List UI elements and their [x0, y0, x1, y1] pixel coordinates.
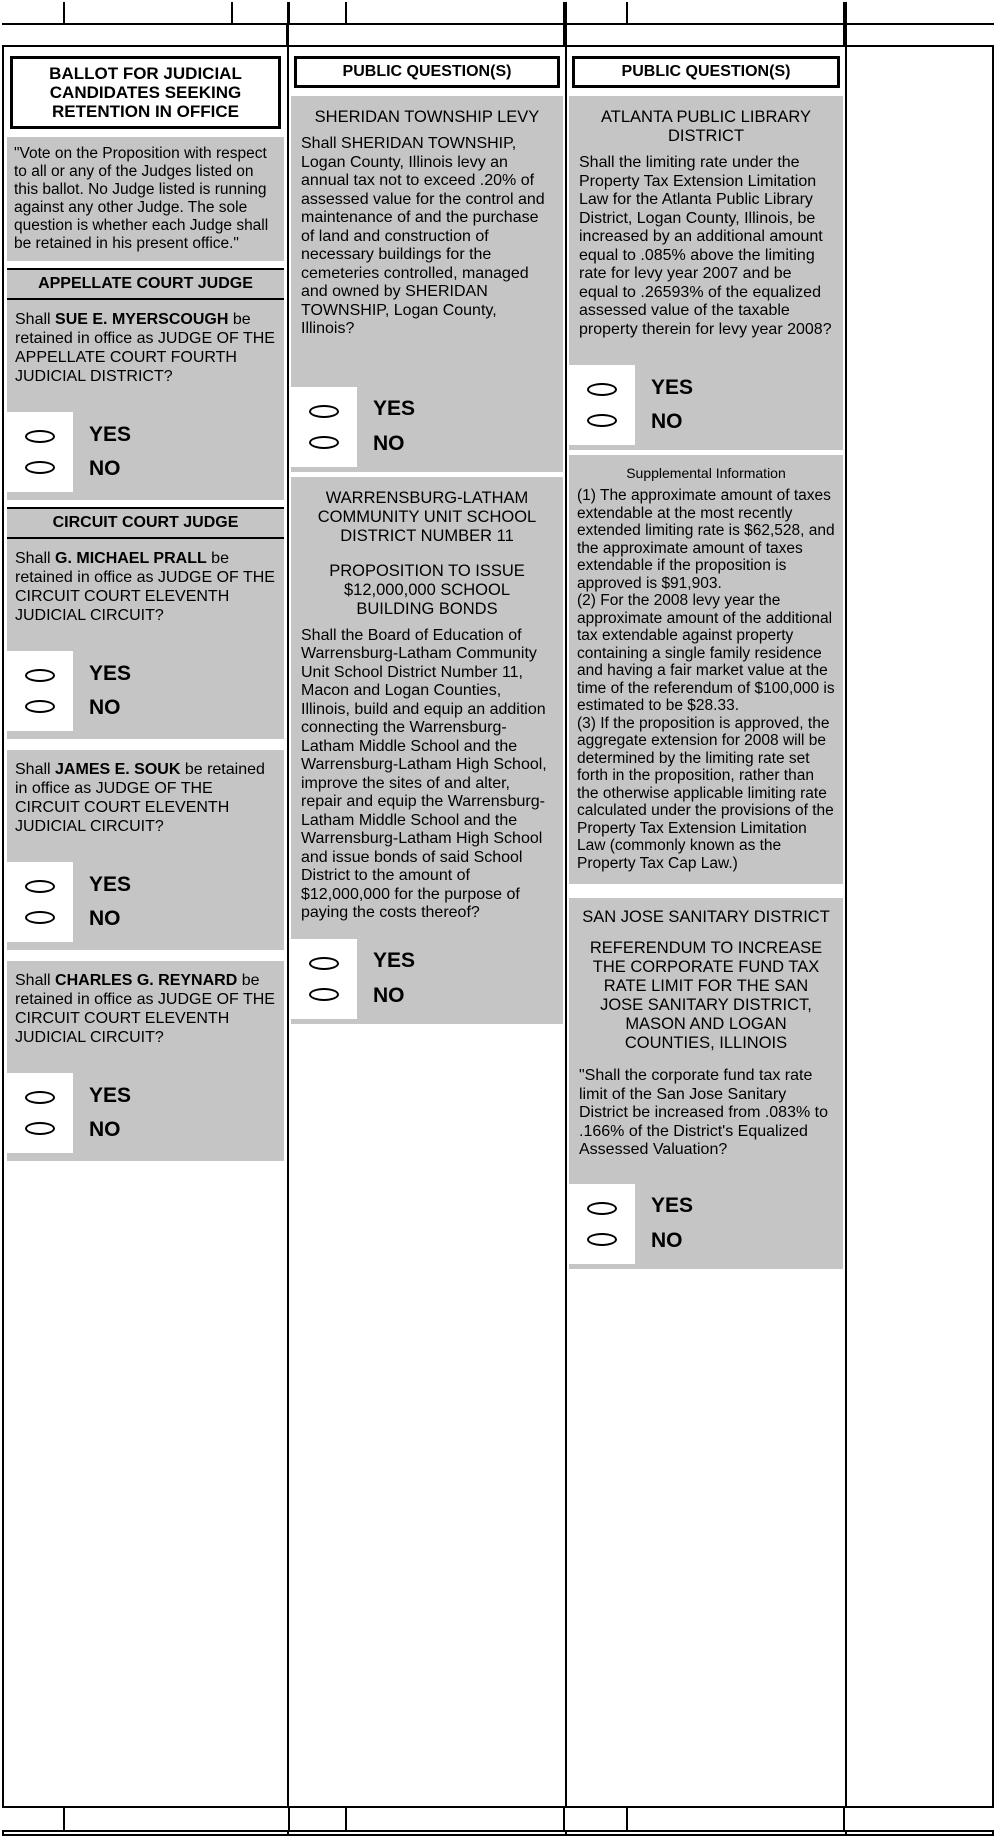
grid-cell — [65, 1808, 290, 1830]
sheridan-title: SHERIDAN TOWNSHIP LEVY — [314, 108, 540, 126]
appellate-court-header: APPELLATE COURT JUDGE — [7, 268, 284, 300]
question-prefix: Shall — [15, 550, 56, 567]
question-suffix: be retained in office as JUDGE OF THE APPELLATE COURT FOURTH JUDICIAL DISTRICT? — [15, 311, 275, 385]
grid-cell — [65, 2, 233, 23]
column-judicial-retention — [7, 50, 284, 1161]
yes-oval[interactable] — [309, 957, 339, 970]
vote-area — [7, 862, 284, 942]
no-label: NO — [373, 431, 405, 455]
yes-label: YES — [89, 872, 132, 896]
retention-question-prall — [7, 539, 284, 739]
yes-oval[interactable] — [25, 880, 55, 893]
yes-oval[interactable] — [587, 1202, 617, 1215]
vote-area — [7, 412, 284, 492]
yes-oval[interactable] — [25, 669, 55, 682]
yes-label: YES — [651, 375, 694, 399]
sheridan-body: Shall SHERIDAN TOWNSHIP, Logan County, Illinois levy an annual tax not to exceed .20% of assessed value for the control and maintenance of and the purchase of land and construction of necessary buildings for the cemeteries controlled, managed and owned by SHERIDAN TOWNSHIP, Logan County, Illinois? — [301, 135, 545, 337]
atlanta-library-block — [569, 96, 843, 450]
san-jose-body: "Shall the corporate fund tax rate limit of the San Jose Sanitary District be increased from .083% to .166% of the District's Equalized Assessed Valuation? — [579, 1067, 828, 1158]
grid-cell — [565, 2, 628, 23]
grid-cell — [845, 2, 994, 23]
no-label: NO — [89, 1118, 121, 1142]
vote-labels — [73, 1073, 131, 1153]
judicial-ballot-title: BALLOT FOR JUDICIAL CANDIDATES SEEKING RETENTION IN OFFICE — [10, 56, 281, 129]
grid-cell — [347, 1808, 565, 1830]
no-label: NO — [89, 457, 121, 481]
column-divider — [287, 2, 289, 1834]
grid-cell — [290, 1808, 347, 1830]
vote-area — [7, 1073, 284, 1153]
vote-labels — [73, 862, 131, 942]
no-oval[interactable] — [587, 414, 617, 427]
no-oval[interactable] — [309, 436, 339, 449]
vote-ovals-box — [7, 862, 73, 942]
warrensburg-latham-bonds-block — [291, 477, 563, 1024]
question-text — [7, 300, 284, 386]
question-prefix: Shall — [15, 311, 56, 328]
column-divider — [845, 2, 847, 1834]
judicial-instructions: "Vote on the Proposition with respect to all or any of the Judges listed on this ballot. No Judge listed is running against any other Judge. The sole question is whether each Judge shall be retained in his present office." — [7, 137, 284, 261]
retention-question-souk — [7, 750, 284, 950]
judge-name: CHARLES G. REYNARD — [55, 972, 238, 989]
public-questions-header: PUBLIC QUESTION(S) — [294, 56, 560, 88]
yes-label: YES — [373, 397, 416, 421]
vote-ovals-box — [569, 1184, 635, 1264]
retention-question-myerscough — [7, 300, 284, 500]
vote-ovals-box — [291, 939, 357, 1019]
supplemental-paragraph-3: (3) If the proposition is approved, the aggregate extension for 2008 will be determined by the limiting rate set forth in the proposition, rather than the otherwise applicable limiting rate calculated under the provisions of the Property Tax Extension Limitation Law (commonly known as the Property Tax Cap Law.) — [577, 714, 834, 872]
yes-oval[interactable] — [25, 1091, 55, 1104]
no-label: NO — [89, 696, 121, 720]
grid-cell — [628, 2, 845, 23]
grid-cell — [628, 1808, 845, 1830]
supplemental-paragraph-1: (1) The approximate amount of taxes extendable at the most recently extended limiting rate is $62,528, and the approximate amount of taxes extendable if the proposition is approved is $91,903. — [577, 487, 835, 592]
grid-cell — [565, 25, 845, 45]
vote-ovals-box — [569, 365, 635, 445]
yes-label: YES — [89, 661, 132, 685]
yes-oval[interactable] — [587, 383, 617, 396]
vote-area — [569, 1184, 843, 1264]
no-label: NO — [651, 410, 683, 434]
warrensburg-title: WARRENSBURG-LATHAM COMMUNITY UNIT SCHOOL DISTRICT NUMBER 11 — [317, 488, 537, 545]
vote-labels — [635, 1184, 693, 1264]
yes-oval[interactable] — [25, 430, 55, 443]
grid-cell — [565, 1808, 628, 1830]
vote-labels — [357, 387, 415, 467]
no-oval[interactable] — [25, 461, 55, 474]
no-label: NO — [373, 983, 405, 1007]
grid-cell — [2, 2, 65, 23]
no-oval[interactable] — [309, 988, 339, 1001]
vote-labels — [635, 365, 693, 445]
san-jose-subtitle: REFERENDUM TO INCREASE THE CORPORATE FUND TAX RATE LIMIT FOR THE SAN JOSE SANITARY DISTRICT, MASON AND LOGAN COUNTIES, ILLINOIS — [589, 939, 823, 1052]
vote-ovals-box — [7, 651, 73, 731]
supplemental-paragraph-2: (2) For the 2008 levy year the approximate amount of the additional tax extendable against property containing a single family residence and having a fair market value at the time of the referendum of $100,000 is estimated to be $28.33. — [577, 592, 835, 714]
no-oval[interactable] — [25, 911, 55, 924]
grid-cell — [290, 2, 347, 23]
vote-labels — [73, 412, 131, 492]
yes-oval[interactable] — [309, 405, 339, 418]
vote-ovals-box — [7, 1073, 73, 1153]
vote-labels — [357, 939, 415, 1019]
no-oval[interactable] — [25, 700, 55, 713]
atlanta-title: ATLANTA PUBLIC LIBRARY DISTRICT — [601, 108, 811, 145]
vote-area — [7, 651, 284, 731]
no-label: NO — [651, 1228, 683, 1252]
vote-labels — [73, 651, 131, 731]
question-suffix: be retained in office as JUDGE OF THE CIRCUIT COURT ELEVENTH JUDICIAL CIRCUIT? — [15, 761, 265, 835]
yes-label: YES — [373, 949, 416, 973]
san-jose-title: SAN JOSE SANITARY DISTRICT — [582, 908, 830, 926]
vote-ovals-box — [7, 412, 73, 492]
question-text — [7, 539, 284, 625]
no-oval[interactable] — [25, 1122, 55, 1135]
question-prefix: Shall — [15, 761, 56, 778]
question-suffix: be retained in office as JUDGE OF THE CIRCUIT COURT ELEVENTH JUDICIAL CIRCUIT? — [15, 972, 275, 1046]
grid-cell — [2, 25, 288, 45]
supplemental-title: Supplemental Information — [626, 465, 786, 481]
bottom-grid-row — [2, 1806, 994, 1832]
judge-name: JAMES E. SOUK — [55, 761, 181, 778]
yes-label: YES — [89, 422, 132, 446]
grid-cell — [2, 1808, 65, 1830]
atlanta-body: Shall the limiting rate under the Property Tax Extension Limitation Law for the Atlanta Public Library District, Logan County, Illinois, be increased by an additional amount equal to .085% above the limiting rate for levy year 2007 and be equal to .26593% of the equalized assessed value of the taxable property therein for levy year 2008? — [579, 154, 832, 338]
grid-cell — [288, 25, 565, 45]
vote-area — [291, 387, 563, 467]
question-text — [7, 961, 284, 1047]
question-prefix: Shall — [15, 972, 56, 989]
circuit-court-header: CIRCUIT COURT JUDGE — [7, 507, 284, 539]
retention-question-reynard — [7, 961, 284, 1161]
column-public-questions-2 — [569, 50, 843, 1269]
no-oval[interactable] — [587, 1233, 617, 1246]
yes-label: YES — [651, 1194, 694, 1218]
judge-name: SUE E. MYERSCOUGH — [55, 311, 229, 328]
grid-cell — [845, 1808, 994, 1830]
public-questions-header: PUBLIC QUESTION(S) — [572, 56, 840, 88]
grid-cell — [845, 25, 994, 45]
supplemental-information-block — [569, 455, 843, 884]
column-divider — [565, 2, 567, 1834]
question-suffix: be retained in office as JUDGE OF THE CIRCUIT COURT ELEVENTH JUDICIAL CIRCUIT? — [15, 550, 275, 624]
vote-ovals-box — [291, 387, 357, 467]
judge-name: G. MICHAEL PRALL — [55, 550, 207, 567]
warrensburg-body: Shall the Board of Education of Warrensburg-Latham Community Unit School District Number 11, Macon and Logan Counties, Illinois, build and equip an addition connecting the Warrensburg-Latham Middle School and the Warrensburg-Latham High School, improve the sites of and alter, repair and equip the Warrensburg-Latham Middle School and the Warrensburg-Latham High School and issue bonds of said School District to the amount of $12,000,000 for the purpose of paying the costs thereof? — [301, 626, 547, 921]
yes-label: YES — [89, 1083, 132, 1107]
sheridan-township-levy-block — [291, 96, 563, 472]
grid-cell — [233, 2, 290, 23]
warrensburg-subtitle: PROPOSITION TO ISSUE $12,000,000 SCHOOL BUILDING BONDS — [329, 561, 525, 618]
question-text — [7, 750, 284, 836]
column-public-questions-1 — [291, 50, 563, 1024]
no-label: NO — [89, 907, 121, 931]
san-jose-sanitary-block — [569, 898, 843, 1269]
grid-cell — [347, 2, 565, 23]
vote-area — [291, 939, 563, 1019]
vote-area — [569, 365, 843, 445]
